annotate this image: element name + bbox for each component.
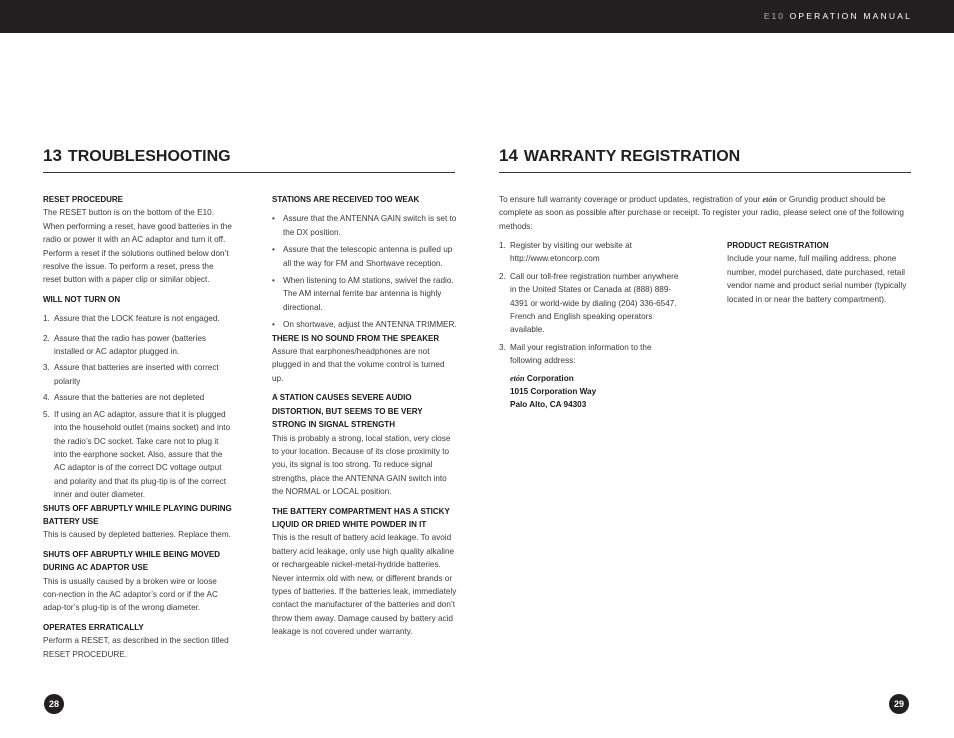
section-14-title <box>499 146 740 166</box>
mailing-address <box>510 372 679 412</box>
header-title <box>764 11 912 21</box>
list-number: 2. <box>43 333 50 343</box>
shuts-off-battery-text: This is caused by depleted batteries. Replace them. <box>43 530 231 540</box>
bullet-text: Assure that the telescopic antenna is pulled up all the way for FM and Shortwave reception. <box>283 245 453 268</box>
warranty-methods-column <box>499 239 679 412</box>
list-number: 5. <box>43 409 50 419</box>
page-number-left: 28 <box>44 694 64 714</box>
section-14-number: 14 <box>499 146 518 165</box>
list-number: 1. <box>43 314 50 324</box>
will-not-turn-on-heading: WILL NOT TURN ON <box>43 294 121 304</box>
section-14-label: WARRANTY REGISTRATION <box>523 148 741 165</box>
address-company-name: Corporation <box>526 373 574 383</box>
list-number: 4. <box>43 393 50 403</box>
section-13-number: 13 <box>43 146 62 165</box>
product-registration-column <box>727 239 913 306</box>
bullet-item <box>272 243 458 270</box>
method-number: 1. <box>499 241 506 250</box>
shuts-off-ac-text: This is usually caused by a broken wire or loose con-nection in the AC adaptor’s cord or if the AC adap-tor’s plug-tip is of the wrong diameter. <box>43 576 218 613</box>
list-text: Assure that the LOCK feature is not engaged. <box>54 314 220 324</box>
battery-leak-heading: THE BATTERY COMPARTMENT HAS A STICKY LIQUID OR DRIED WHITE POWDER IN IT <box>272 506 450 529</box>
product-registration-heading: PRODUCT REGISTRATION <box>727 241 829 250</box>
bullet-text: On shortwave, adjust the ANTENNA TRIMMER. <box>283 320 457 330</box>
bullet-text: Assure that the ANTENNA GAIN switch is set to the DX position. <box>283 214 457 237</box>
reset-heading: RESET PROCEDURE <box>43 195 124 204</box>
warranty-intro-part-2: or Grundig product should be complete as soon as possible after purchase or receipt. To register your radio, please select one of the following methods: <box>499 195 904 231</box>
battery-leak-text: This is the result of battery acid leakage. To avoid battery acid leakage, only use high quality alkaline or rechargeable nickel-metal-hydride batteries. Never intermix old with new, or different brands or types of batteries. If the batteries leak, immediately contact the manufacturer of the batteries and don’t throw them away. Damage caused by battery acid leakage is not covered under warranty. <box>272 533 457 637</box>
weak-stations-list <box>272 212 458 331</box>
method-text: Register by visiting our website at http://www.etoncorp.com <box>510 241 632 264</box>
list-item <box>43 408 233 502</box>
shuts-off-battery-heading: SHUTS OFF ABRUPTLY WHILE PLAYING DURING BATTERY USE <box>43 503 232 526</box>
method-text: Call our toll-free registration number anywhere in the United States or Canada at (888) 889-4391 or world-wide by dialing (204) 336-6547. French and English speaking operators available. <box>510 271 679 335</box>
distortion-text: This is probably a strong, local station, very close to your location. Because of its close proximity to you, its signal is too strong. To reduce signal strengths, place the ANTENNA GAIN switch into the NORMAL or LOCAL position. <box>272 433 451 497</box>
list-item <box>43 332 233 359</box>
list-text: Assure that the batteries are not depleted <box>54 393 205 403</box>
address-street: 1015 Corporation Way <box>510 387 597 397</box>
no-sound-text: Assure that earphones/headphones are not plugged in and that the volume control is turned up. <box>272 347 445 383</box>
header-bar <box>0 0 954 33</box>
product-registration-text: Include your name, full mailing address, phone number, model purchased, date purchased, retail vendor name and product serial number (typically located in or near the battery compartment). <box>727 254 907 304</box>
header-model: E10 <box>763 11 786 21</box>
section-13-title <box>43 146 231 166</box>
warranty-intro-part-1: To ensure full warranty coverage or product updates, registration of your <box>499 195 761 204</box>
header-manual: OPERATION MANUAL <box>789 11 912 21</box>
troubleshooting-column-2 <box>272 193 458 639</box>
bullet-dot: • <box>272 320 275 330</box>
list-number: 3. <box>43 363 50 373</box>
warranty-intro <box>499 193 913 233</box>
bullet-item <box>272 212 458 239</box>
method-text: Mail your registration information to the following address: <box>510 342 652 366</box>
distortion-heading: A STATION CAUSES SEVERE AUDIO DISTORTION, BUT SEEMS TO BE VERY STRONG IN SIGNAL STRENGTH <box>272 393 423 430</box>
bullet-dot: • <box>272 245 275 255</box>
shuts-off-ac-heading: SHUTS OFF ABRUPTLY WHILE BEING MOVED DURING AC ADAPTOR USE <box>43 549 221 573</box>
method-item <box>499 239 679 266</box>
troubleshooting-column-1 <box>43 193 233 661</box>
method-item <box>499 270 679 337</box>
address-city: Palo Alto, CA 94303 <box>510 400 587 410</box>
bullet-item <box>272 274 458 314</box>
weak-stations-heading: STATIONS ARE RECEIVED TOO WEAK <box>272 195 420 204</box>
bullet-text: When listening to AM stations, swivel the radio. The AM internal ferrite bar antenna is highly directional. <box>283 276 454 312</box>
reset-text: The RESET button is on the bottom of the E10. When performing a reset, have good batteries in the radio or power it with an AC adaptor and turn it off. Perform a reset if the solutions outlined below don’t resolve the issue. To perform a reset, press the reset button with a paper clip or similar object. <box>43 208 232 285</box>
eton-brand-mark: etón <box>762 195 778 204</box>
list-text: Assure that batteries are inserted with correct polarity <box>54 363 219 386</box>
eton-brand-mark: etón <box>510 373 525 383</box>
address-company <box>510 372 679 385</box>
method-number: 2. <box>499 271 506 281</box>
bullet-item <box>272 318 458 331</box>
section-13-label: TROUBLESHOOTING <box>67 148 231 165</box>
page-number-right: 29 <box>889 694 909 714</box>
operates-erratically-text: Perform a RESET, as described in the section titled RESET PROCEDURE. <box>43 636 229 659</box>
list-item <box>43 361 233 388</box>
section-14-divider <box>499 172 911 173</box>
list-text: If using an AC adaptor, assure that it is plugged into the household outlet (mains socket) and into the radio’s DC socket. Take care not to plug it into the earphone socket. Also, assure that the AC adaptor is of the correct DC voltage output and polarity and that its plug-tip is of the correct inner and outer diameter. <box>54 409 231 500</box>
operates-erratically-heading: OPERATES ERRATICALLY <box>43 622 144 632</box>
section-13-divider <box>43 172 455 173</box>
list-item <box>43 312 233 325</box>
list-item <box>43 391 233 404</box>
bullet-dot: • <box>272 214 275 224</box>
will-not-turn-on-list <box>43 312 233 501</box>
no-sound-heading: THERE IS NO SOUND FROM THE SPEAKER <box>272 333 440 343</box>
list-text: Assure that the radio has power (batteries installed or AC adaptor plugged in. <box>54 333 207 357</box>
bullet-dot: • <box>272 276 275 286</box>
method-number: 3. <box>499 342 506 352</box>
method-item <box>499 341 679 368</box>
